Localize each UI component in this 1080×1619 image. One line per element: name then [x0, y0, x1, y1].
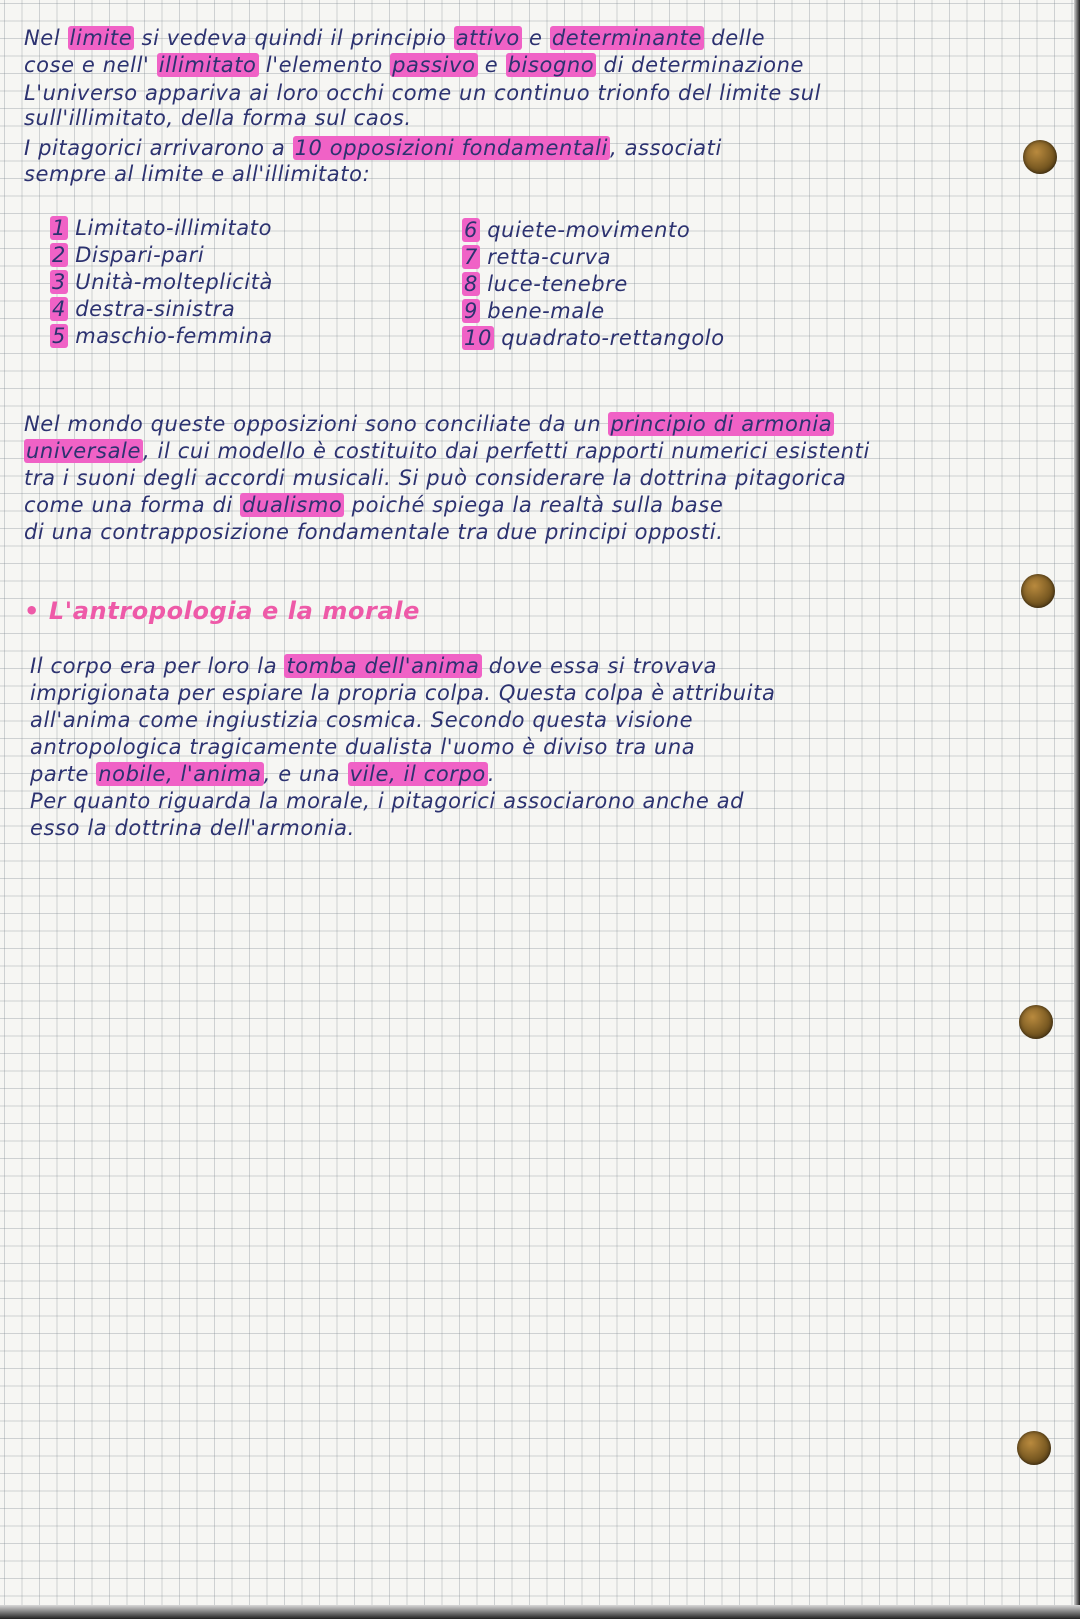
text-segment: all'anima come ingiustizia cosmica. Secondo questa visione: [30, 708, 694, 732]
text-segment: Per quanto riguarda la morale, i pitagorici associarono anche ad: [30, 789, 745, 813]
para1-line4: [24, 104, 412, 132]
item-number: 6: [464, 218, 478, 242]
item-text: quiete-movimento: [487, 218, 691, 242]
paper-edge-right: [1074, 0, 1080, 1619]
text-segment: Il corpo era per loro la: [30, 654, 285, 678]
item-number: 2: [52, 243, 66, 267]
para1-line3: [24, 79, 821, 107]
para2-line3: [24, 464, 846, 492]
item-text: Unità-molteplicità: [75, 270, 274, 294]
para3-line2: [30, 679, 775, 707]
paper-edge-bottom: [0, 1605, 1080, 1619]
item-number: 9: [464, 299, 478, 323]
text-segment: L'universo appariva ai loro occhi come un continuo trionfo del limite sul: [24, 81, 822, 105]
highlight-nobile-anima: nobile, l'anima: [98, 762, 262, 786]
para3-line3: [30, 706, 693, 734]
item-text: Dispari-pari: [75, 243, 205, 267]
item-number: 4: [52, 297, 66, 321]
text-segment: e: [477, 53, 506, 77]
binder-hole: [1023, 140, 1057, 174]
text-segment: e: [521, 26, 550, 50]
list-item: [50, 295, 235, 323]
binder-hole: [1017, 1431, 1051, 1465]
item-text: Limitato-illimitato: [75, 216, 273, 240]
highlight-tomba-anima: tomba dell'anima: [286, 654, 480, 678]
para1-line1: [24, 24, 765, 52]
highlight-vile-corpo: vile, il corpo: [349, 762, 486, 786]
text-segment: .: [487, 762, 496, 786]
item-text: destra-sinistra: [75, 297, 236, 321]
text-segment: delle: [704, 26, 766, 50]
text-segment: Nel: [24, 26, 68, 50]
highlight-dualismo: dualismo: [242, 493, 343, 517]
text-segment: di una contrapposizione fondamentale tra due principi opposti.: [24, 520, 724, 544]
para3-line5: [30, 760, 495, 788]
para3-line4: [30, 733, 695, 761]
text-segment: I pitagorici arrivarono a: [24, 136, 293, 160]
para1-line6: [24, 160, 370, 188]
list-item: [462, 216, 690, 244]
text-segment: tra i suoni degli accordi musicali. Si può considerare la dottrina pitagorica: [24, 466, 847, 490]
list-item: [462, 297, 605, 325]
highlight-attivo: attivo: [455, 26, 520, 50]
para2-line1: [24, 410, 834, 438]
item-number: 5: [52, 324, 66, 348]
highlight-illimitato: illimitato: [158, 53, 257, 77]
binder-hole: [1021, 574, 1055, 608]
list-item: [462, 243, 611, 271]
text-segment: sempre al limite e all'illimitato:: [24, 162, 371, 186]
para1-line5: [24, 134, 722, 162]
para3-line6: [30, 787, 744, 815]
item-number: 7: [464, 245, 478, 269]
highlight-limite: limite: [69, 26, 133, 50]
item-number: 10: [464, 326, 492, 350]
text-segment: imprigionata per espiare la propria colpa. Questa colpa è attribuita: [30, 681, 776, 705]
para2-line2: [24, 437, 870, 465]
highlight-passivo: passivo: [392, 53, 476, 77]
text-segment: sull'illimitato, della forma sul caos.: [24, 106, 412, 130]
text-segment: come una forma di: [24, 493, 241, 517]
item-text: maschio-femmina: [75, 324, 273, 348]
text-segment: Nel mondo queste opposizioni sono conciliate da un: [24, 412, 609, 436]
item-text: bene-male: [487, 299, 605, 323]
para3-line7: [30, 814, 355, 842]
para3-line1: [30, 652, 717, 680]
highlight-principio-armonia: principio di armonia: [610, 412, 833, 436]
binder-hole: [1019, 1005, 1053, 1039]
text-segment: antropologica tragicamente dualista l'uomo è diviso tra una: [30, 735, 696, 759]
text-segment: si vedeva quindi il principio: [134, 26, 454, 50]
para2-line5: [24, 518, 724, 546]
list-item: [50, 322, 273, 350]
item-text: retta-curva: [487, 245, 612, 269]
highlight-10-opposizioni: 10 opposizioni fondamentali: [294, 136, 609, 160]
section-title: • L'antropologia e la morale: [24, 597, 420, 625]
item-text: luce-tenebre: [487, 272, 628, 296]
item-number: 1: [52, 216, 66, 240]
para1-line2: [24, 51, 804, 79]
text-segment: dove essa si trovava: [481, 654, 718, 678]
item-number: 8: [464, 272, 478, 296]
list-item: [50, 268, 273, 296]
text-segment: esso la dottrina dell'armonia.: [30, 816, 355, 840]
text-segment: , associati: [610, 136, 722, 160]
list-item: [462, 270, 628, 298]
text-segment: cose e nell': [24, 53, 157, 77]
text-segment: , il cui modello è costituito dai perfetti rapporti numerici esistenti: [143, 439, 870, 463]
list-item: [50, 241, 204, 269]
text-segment: l'elemento: [258, 53, 391, 77]
highlight-universale: universale: [26, 439, 141, 463]
text-segment: di determinazione: [596, 53, 805, 77]
text-segment: , e una: [263, 762, 348, 786]
item-text: quadrato-rettangolo: [501, 326, 725, 350]
item-number: 3: [52, 270, 66, 294]
list-item: [50, 214, 272, 242]
highlight-determinante: determinante: [551, 26, 703, 50]
para2-line4: [24, 491, 723, 519]
text-segment: parte: [30, 762, 97, 786]
text-segment: poiché spiega la realtà sulla base: [344, 493, 724, 517]
list-item: [462, 324, 725, 352]
highlight-bisogno: bisogno: [507, 53, 595, 77]
